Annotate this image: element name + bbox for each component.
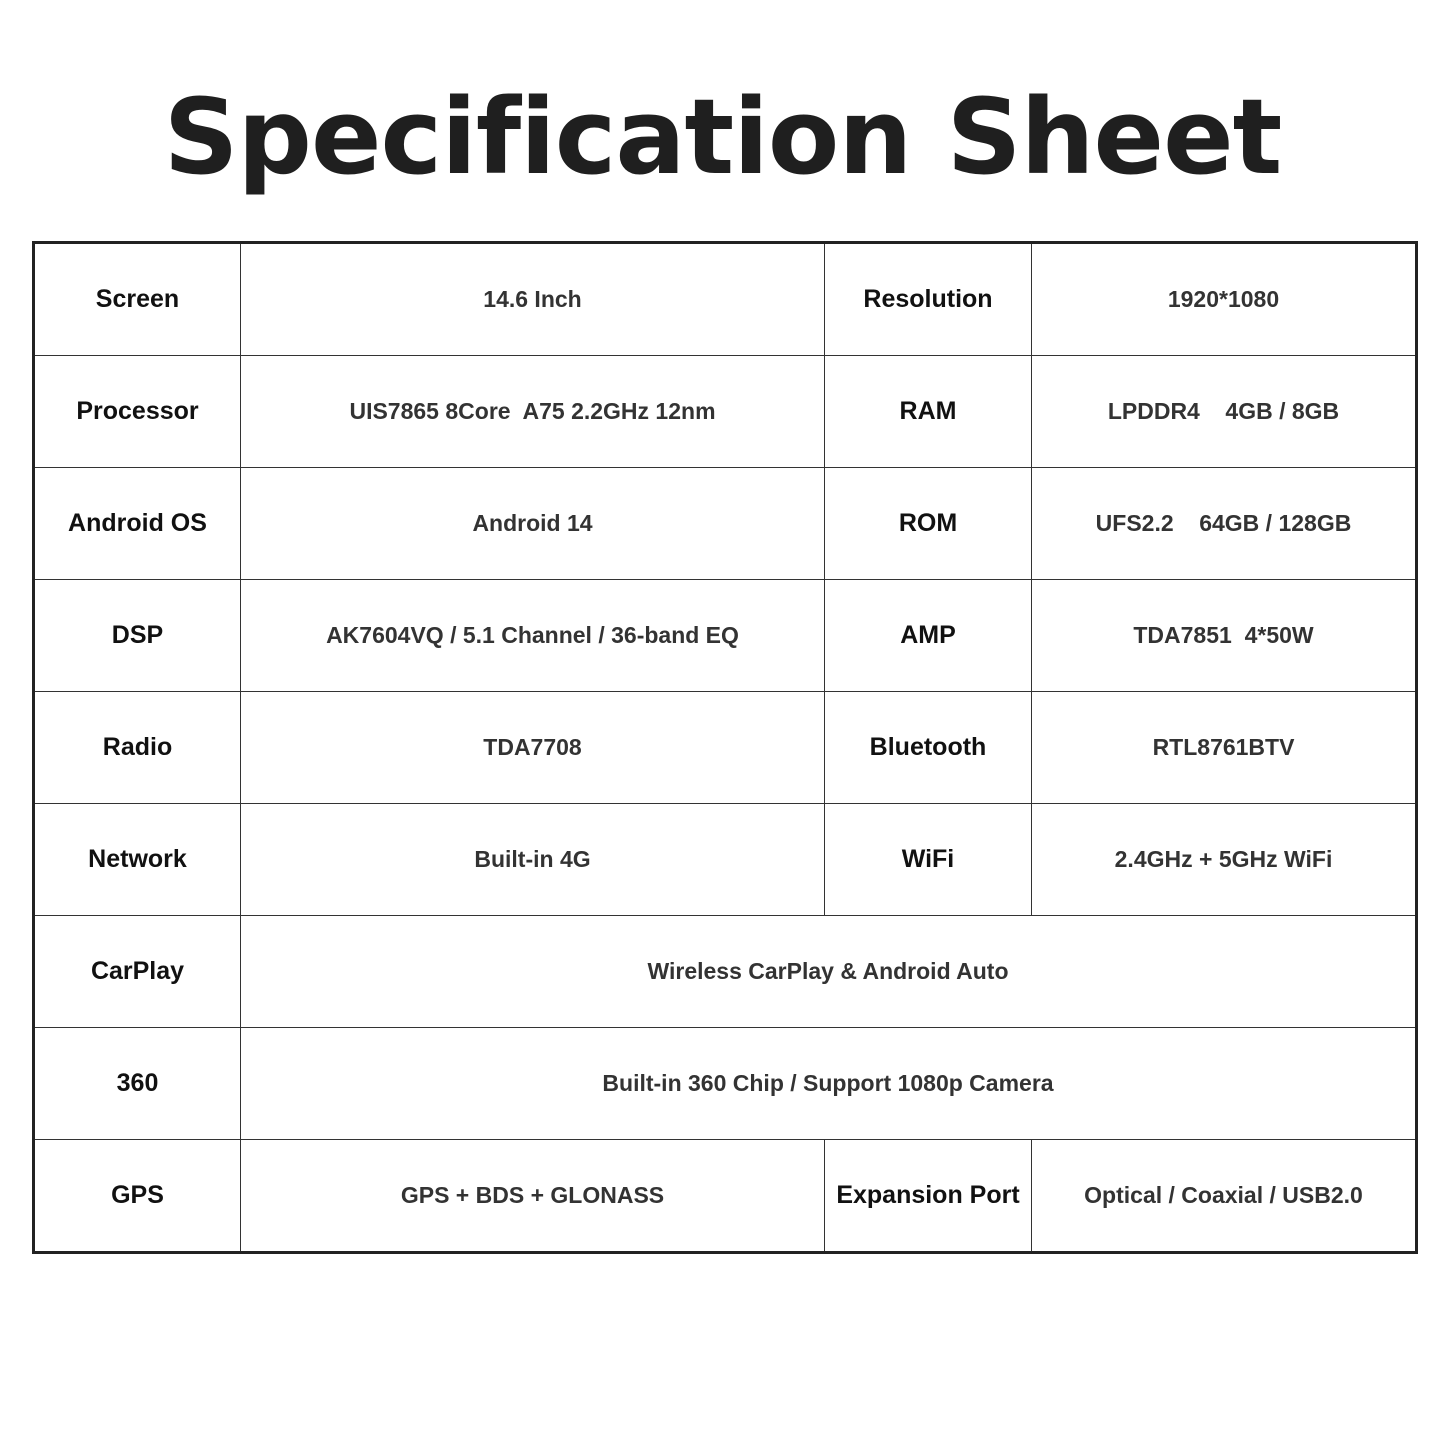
spec-row — [34, 916, 1417, 1028]
spec-row — [34, 1028, 1417, 1140]
android-os-value: Android 14 — [241, 468, 825, 580]
amp-label: AMP — [825, 580, 1032, 692]
network-label: Network — [34, 804, 241, 916]
spec-row — [34, 580, 1417, 692]
network-value: Built-in 4G — [241, 804, 825, 916]
rom-label: ROM — [825, 468, 1032, 580]
wifi-value: 2.4GHz + 5GHz WiFi — [1032, 804, 1417, 916]
expansion-port-label: Expansion Port — [825, 1140, 1032, 1253]
spec-row — [34, 804, 1417, 916]
page-title: Specification Sheet — [163, 76, 1282, 198]
dsp-value: AK7604VQ / 5.1 Channel / 36-band EQ — [241, 580, 825, 692]
ram-value: LPDDR4 4GB / 8GB — [1032, 356, 1417, 468]
android-os-label: Android OS — [34, 468, 241, 580]
gps-value: GPS + BDS + GLONASS — [241, 1140, 825, 1253]
bluetooth-value: RTL8761BTV — [1032, 692, 1417, 804]
amp-value: TDA7851 4*50W — [1032, 580, 1417, 692]
carplay-label: CarPlay — [34, 916, 241, 1028]
rom-value: UFS2.2 64GB / 128GB — [1032, 468, 1417, 580]
three-sixty-value: Built-in 360 Chip / Support 1080p Camera — [241, 1028, 1417, 1140]
dsp-label: DSP — [34, 580, 241, 692]
resolution-label: Resolution — [825, 243, 1032, 356]
spec-row — [34, 1140, 1417, 1253]
ram-label: RAM — [825, 356, 1032, 468]
spec-table — [32, 241, 1418, 1254]
radio-value: TDA7708 — [241, 692, 825, 804]
gps-label: GPS — [34, 1140, 241, 1253]
spec-row — [34, 692, 1417, 804]
spec-row — [34, 356, 1417, 468]
bluetooth-label: Bluetooth — [825, 692, 1032, 804]
spec-row — [34, 468, 1417, 580]
expansion-port-value: Optical / Coaxial / USB2.0 — [1032, 1140, 1417, 1253]
screen-value: 14.6 Inch — [241, 243, 825, 356]
resolution-value: 1920*1080 — [1032, 243, 1417, 356]
radio-label: Radio — [34, 692, 241, 804]
three-sixty-label: 360 — [34, 1028, 241, 1140]
processor-value: UIS7865 8Core A75 2.2GHz 12nm — [241, 356, 825, 468]
processor-label: Processor — [34, 356, 241, 468]
spec-row — [34, 243, 1417, 356]
wifi-label: WiFi — [825, 804, 1032, 916]
carplay-value: Wireless CarPlay & Android Auto — [241, 916, 1417, 1028]
screen-label: Screen — [34, 243, 241, 356]
